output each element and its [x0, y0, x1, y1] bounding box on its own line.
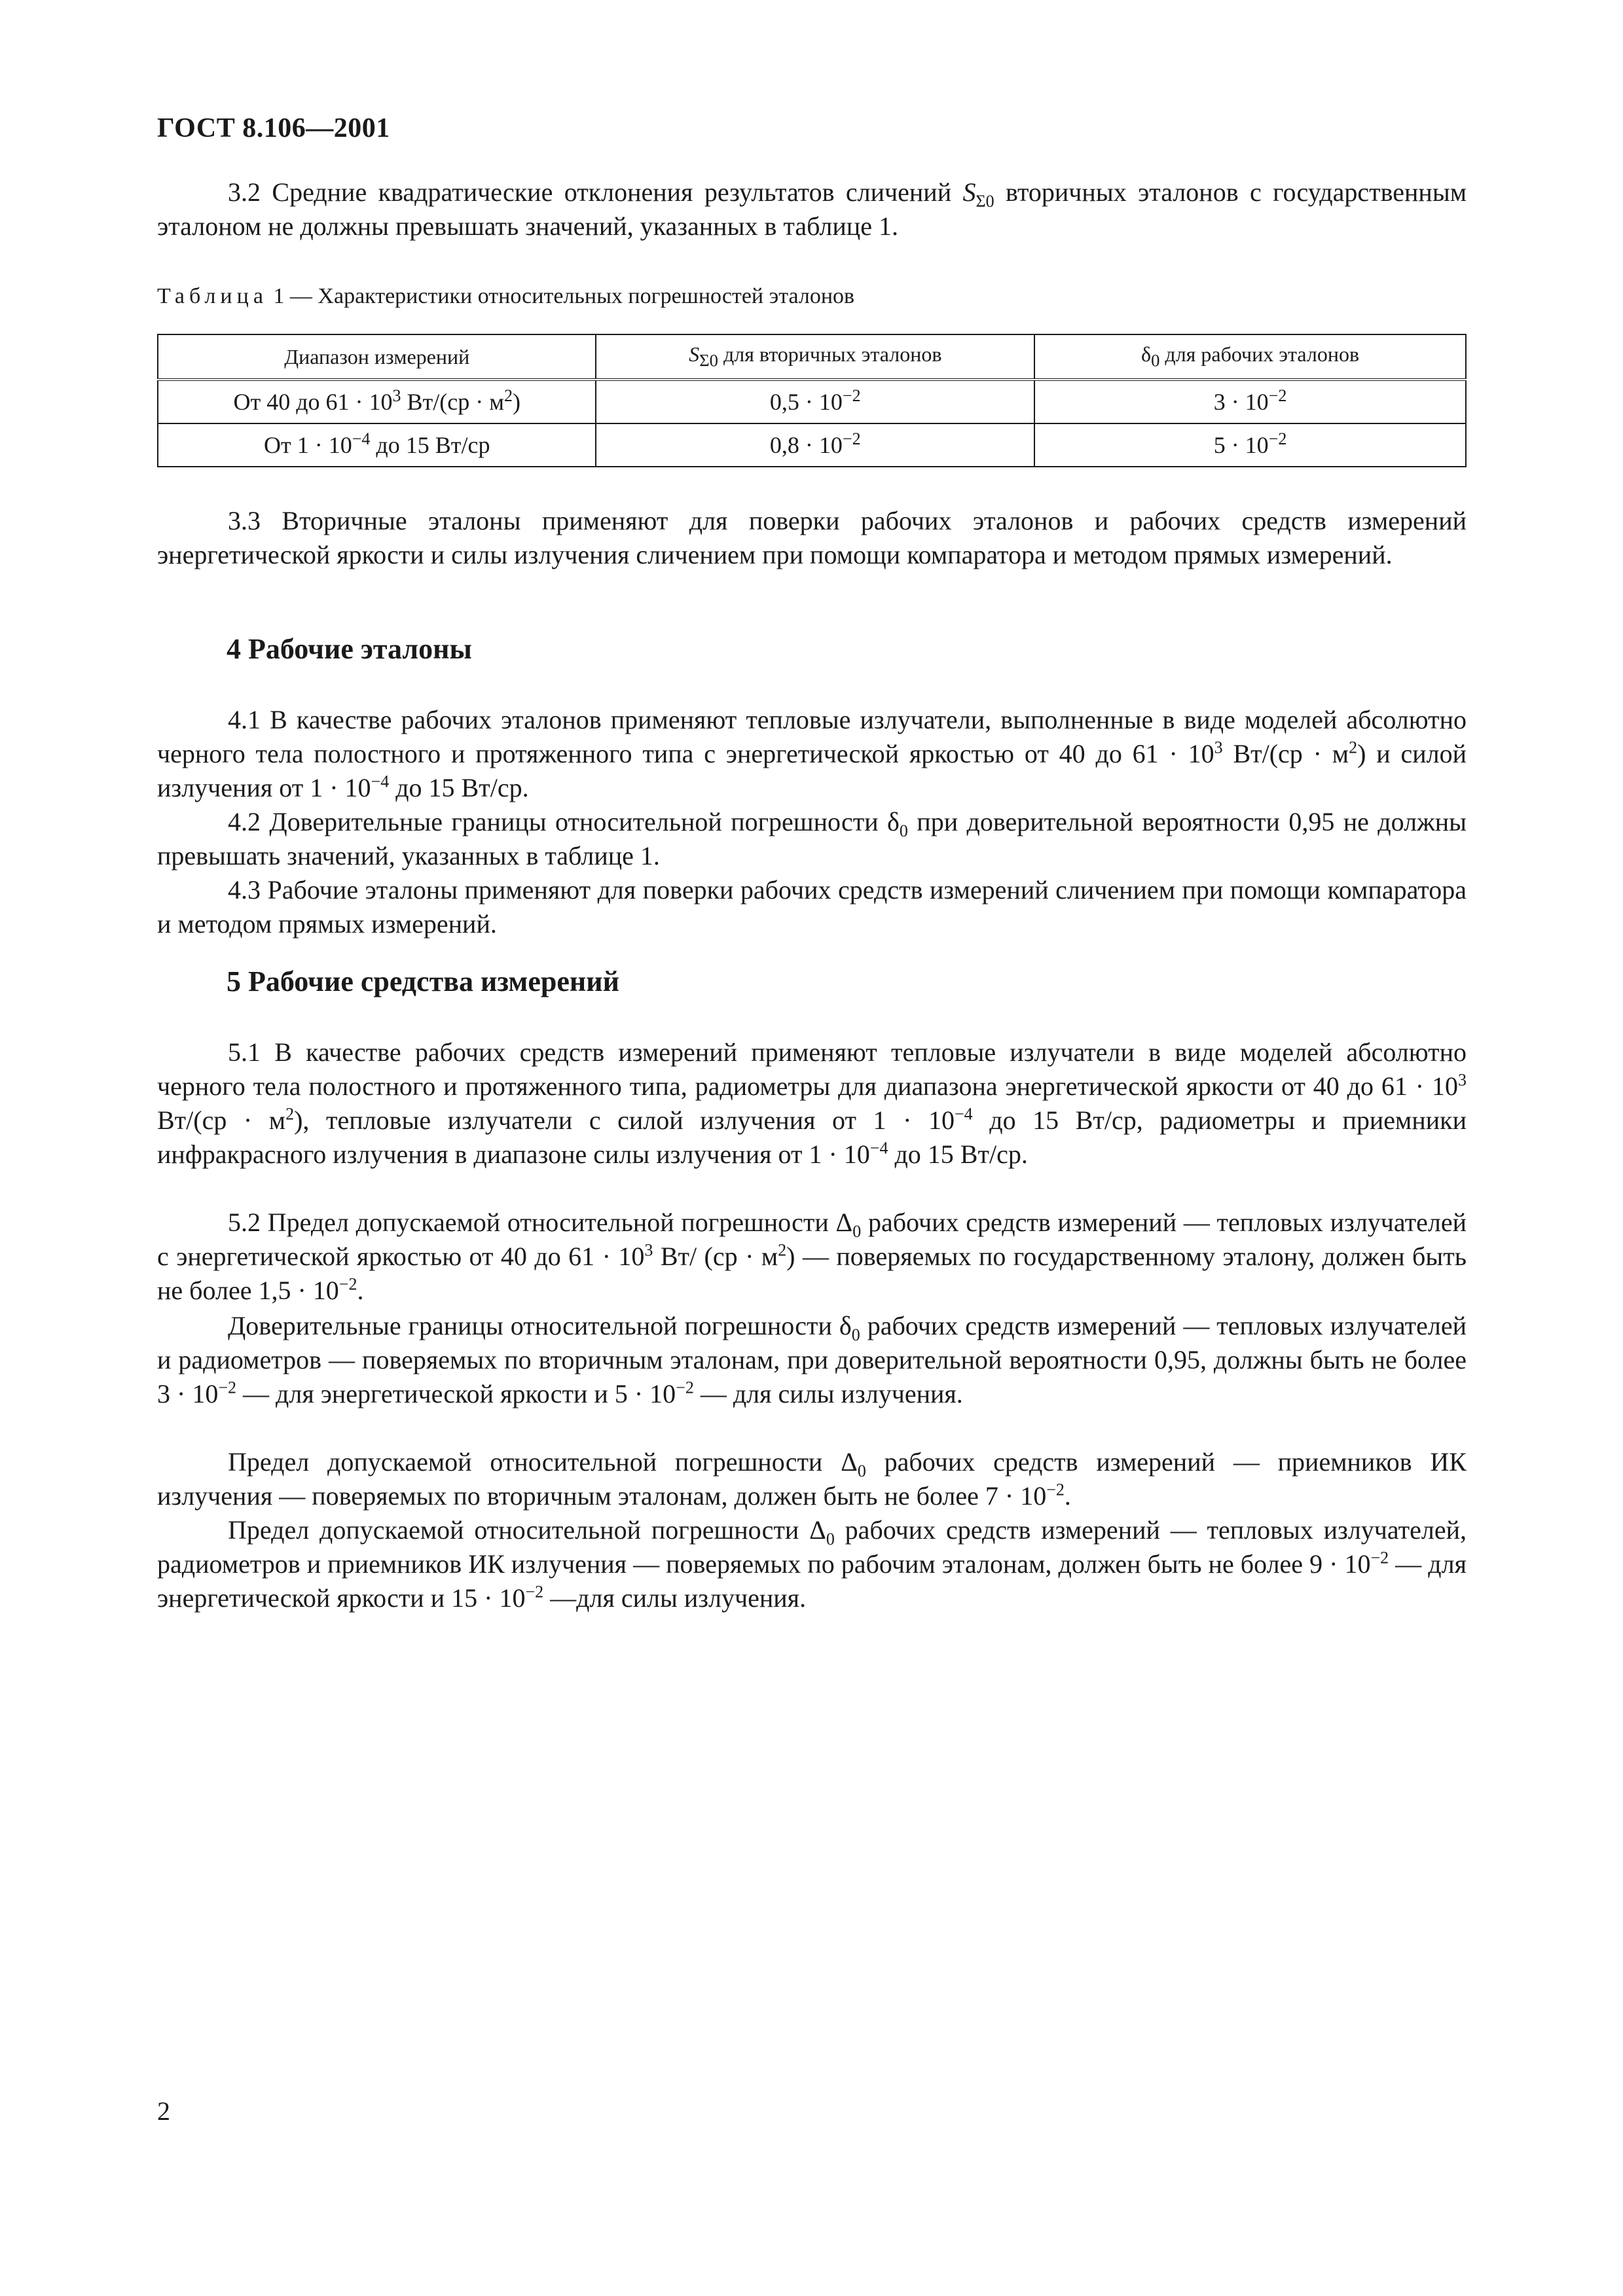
- sup: −2: [1370, 1548, 1389, 1568]
- text: ), тепловые излучатели с силой излучения от 1 · 10: [294, 1105, 955, 1135]
- paragraph-3-2: [157, 175, 1467, 243]
- cell-text: От 1 · 10: [264, 432, 352, 458]
- table-cell-range: [158, 380, 596, 423]
- text: 5.2 Предел допускаемой относительной погрешности Δ: [228, 1208, 853, 1237]
- sub: 0: [851, 1325, 860, 1344]
- text: рабочих средств измерений — тепловых излучателей и радиометров — поверяемых по вторичным эталонам, при доверительной вероятности 0,95, должны быть не более 3 · 10: [157, 1311, 1467, 1408]
- sub: 0: [899, 821, 908, 840]
- text: Вт/(ср · м: [1222, 739, 1349, 768]
- header-symbol-delta: δ: [1141, 342, 1152, 367]
- cell-text: 3 · 10: [1213, 389, 1269, 415]
- sup: 3: [644, 1240, 653, 1260]
- symbol-s-subscript: Σ0: [976, 192, 994, 211]
- text: рабочих средств измерений — приемников ИК излучения — поверяемых по вторичным эталонам, должен быть не более 7 · 10: [157, 1447, 1467, 1511]
- text: Предел допускаемой относительной погрешности Δ: [228, 1447, 858, 1477]
- text: Вт/(ср · м: [157, 1105, 286, 1135]
- paragraph-3-3: 3.3 Вторичные эталоны применяют для поверки рабочих эталонов и рабочих средств измерений энергетической яркости и силы излучения сличением при помощи компаратора и методом прямых измерений.: [157, 506, 1467, 569]
- table-cell-secondary: [596, 423, 1034, 467]
- cell-text: От 40 до 61 · 10: [233, 389, 393, 415]
- header-secondary-text: для вторичных эталонов: [718, 342, 942, 367]
- text: рабочих средств измерений — тепловых излучателей с энергетической яркостью от 40 до 61 · 10: [157, 1208, 1467, 1271]
- cell-text: до 15 Вт/ср: [370, 432, 490, 458]
- header-symbol-s-sub: Σ0: [699, 350, 718, 370]
- text: .: [1064, 1481, 1071, 1511]
- header-symbol-delta-sub: 0: [1151, 350, 1160, 370]
- text: ) и силой излучения от 1 · 10: [157, 739, 1467, 802]
- paragraph-5-3: [157, 1309, 1467, 1411]
- text: рабочих средств измерений — тепловых излучателей, радиометров и приемников ИК излучения — поверяемых по рабочим эталонам, должен быть не более 9 · 10: [157, 1515, 1467, 1579]
- table-cell-working: [1034, 380, 1466, 423]
- text: 4.1 В качестве рабочих эталонов применяют тепловые излучатели, выполненные в виде моделей абсолютно черного тела полостного и протяженного типа с энергетической яркостью от 40 до 61 · 10: [157, 705, 1467, 768]
- symbol-s: S: [962, 177, 976, 207]
- table-cell-working: [1034, 423, 1466, 467]
- text: —для силы излучения.: [543, 1583, 807, 1613]
- cell-sup: −2: [1268, 429, 1287, 448]
- table-row: [158, 380, 1466, 423]
- cell-text: 0,5 · 10: [769, 389, 843, 415]
- paragraph-5-1: [157, 1035, 1467, 1172]
- sup: −2: [525, 1582, 544, 1602]
- paragraph-4-2: [157, 805, 1467, 873]
- cell-sup: −2: [842, 386, 861, 405]
- paragraph-5-4: [157, 1445, 1467, 1513]
- cell-sup: 2: [504, 386, 513, 405]
- section-4-heading: 4 Рабочие эталоны: [227, 633, 472, 665]
- sup: −2: [1046, 1480, 1065, 1499]
- sup: −4: [869, 1138, 888, 1158]
- text: Вт/ (ср · м: [653, 1242, 778, 1271]
- sup: −2: [218, 1378, 236, 1397]
- text: при доверительной вероятности 0,95 не должны превышать значений, указанных в таблице 1.: [157, 807, 1467, 870]
- cell-text: 5 · 10: [1213, 432, 1269, 458]
- header-working-text: для рабочих эталонов: [1159, 342, 1360, 367]
- sup: 2: [778, 1240, 787, 1260]
- table-caption: [157, 284, 854, 309]
- text: — для энергетической яркости и 5 · 10: [236, 1379, 676, 1408]
- sup: 3: [1214, 738, 1223, 757]
- text: Предел допускаемой относительной погрешности Δ: [228, 1515, 826, 1545]
- sup: −4: [371, 772, 390, 791]
- table-header-row: [158, 334, 1466, 380]
- table-header-working: [1034, 334, 1466, 380]
- cell-sup: 3: [392, 386, 401, 405]
- cell-text: ): [513, 389, 520, 415]
- paragraph-3-2-suffix: вторичных эталонов с государственным эталоном не должны превышать значений, указанных в таблице 1.: [157, 177, 1467, 241]
- sub: 0: [852, 1222, 862, 1241]
- table-caption-text: 1 — Характеристики относительных погрешностей эталонов: [267, 284, 855, 308]
- paragraph-3-2-prefix: 3.2 Средние квадратические отклонения результатов сличений: [228, 177, 963, 207]
- sup: 2: [1349, 738, 1358, 757]
- text: до 15 Вт/ср, радиометры и приемники инфракрасного излучения в диапазоне силы излучения от 1 · 10: [157, 1105, 1467, 1169]
- paragraph-4-1: [157, 703, 1467, 805]
- header-symbol-s: S: [689, 342, 700, 367]
- text: до 15 Вт/ср.: [389, 773, 529, 802]
- page-number: 2: [157, 2096, 170, 2126]
- table-caption-word: Таблица: [157, 284, 268, 308]
- text: — для энергетической яркости и 15 · 10: [157, 1549, 1467, 1613]
- cell-sup: −2: [1268, 386, 1287, 405]
- paragraph-4-3: 4.3 Рабочие эталоны применяют для поверки рабочих средств измерений сличением при помощи компаратора и методом прямых измерений.: [157, 875, 1467, 939]
- sub: 0: [857, 1462, 866, 1480]
- paragraph-5-5: [157, 1513, 1467, 1615]
- text: 4.2 Доверительные границы относительной погрешности δ: [228, 807, 900, 836]
- table-row: [158, 423, 1466, 467]
- text: 5.1 В качестве рабочих средств измерений применяют тепловые излучатели в виде моделей абсолютно черного тела полостного и протяженного типа, радиометры для диапазона энергетической яркости от 40 до 61 · 10: [157, 1037, 1467, 1101]
- sup: −2: [338, 1274, 357, 1294]
- sub: 0: [826, 1530, 835, 1549]
- cell-sup: −2: [842, 429, 861, 448]
- table-cell-secondary: [596, 380, 1034, 423]
- paragraph-5-2: [157, 1206, 1467, 1308]
- text: до 15 Вт/ср.: [888, 1139, 1028, 1169]
- table-1: [157, 334, 1467, 467]
- section-5-heading: 5 Рабочие средства измерений: [227, 965, 619, 997]
- text: — для силы излучения.: [693, 1379, 963, 1408]
- cell-text: Вт/(ср · м: [401, 389, 504, 415]
- text: Доверительные границы относительной погрешности δ: [228, 1311, 852, 1340]
- sup: 3: [1458, 1070, 1467, 1090]
- table-header-range: Диапазон измерений: [158, 334, 596, 380]
- sup: −2: [676, 1378, 694, 1397]
- table-header-secondary: [596, 334, 1034, 380]
- cell-text: 0,8 · 10: [769, 432, 843, 458]
- sup: −4: [955, 1104, 973, 1124]
- document-header: ГОСТ 8.106—2001: [157, 113, 390, 143]
- text: ) — поверяемых по государственному эталону, должен быть не более 1,5 · 10: [157, 1242, 1467, 1305]
- text: .: [357, 1276, 364, 1305]
- sup: 2: [285, 1104, 295, 1124]
- table-cell-range: [158, 423, 596, 467]
- cell-sup: −4: [352, 429, 371, 448]
